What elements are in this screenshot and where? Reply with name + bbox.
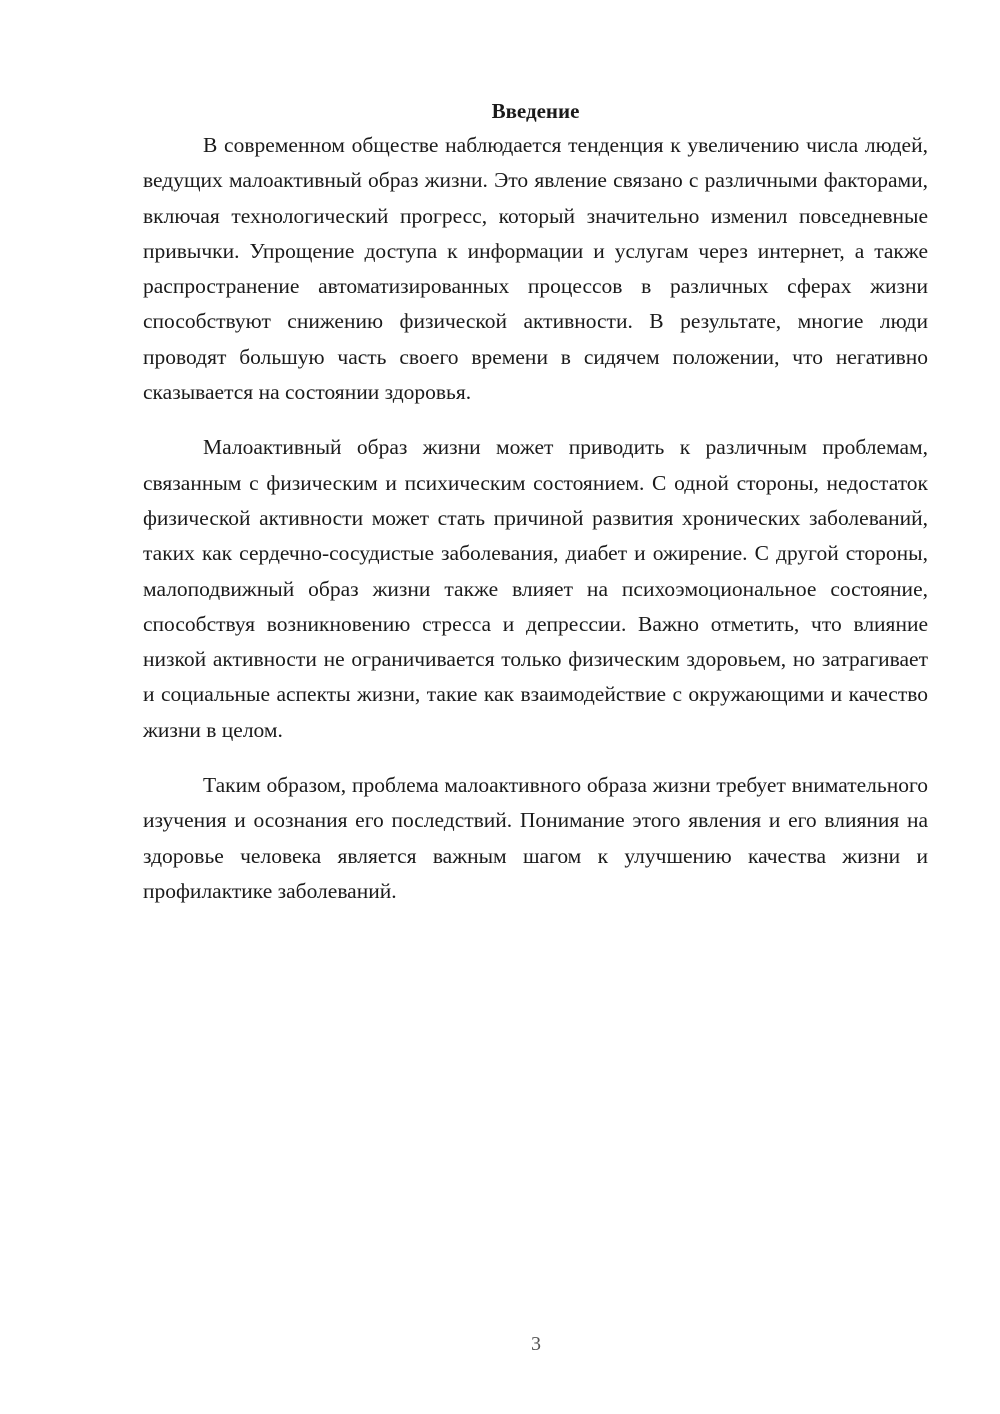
- paragraph-2: Малоактивный образ жизни может приводить к различным проблемам, связанным с физическим и психическим состоянием. С одной стороны, недостаток физической активности может стать причиной развития хронических заболеваний, таких как сердечно-сосудистые заболевания, диабет и ожирение. С другой стороны, малоподвижный образ жизни также влияет на психоэмоциональное состояние, способствуя возникновению стресса и депрессии. Важно отметить, что влияние низкой активности не ограничивается только физическим здоровьем, но затрагивает и социальные аспекты жизни, такие как взаимодействие с окружающими и качество жизни в целом.: [143, 435, 928, 742]
- page-number: 3: [531, 1333, 541, 1355]
- page-content: [143, 96, 928, 929]
- paragraph-1: В современном обществе наблюдается тенденция к увеличению числа людей, ведущих малоактивный образ жизни. Это явление связано с различными факторами, включая технологический прогресс, который значительно изменил повседневные привычки. Упрощение доступа к информации и услугам через интернет, а также распространение автоматизированных процессов в различных сферах жизни способствуют снижению физической активности. В результате, многие люди проводят большую часть своего времени в сидячем положении, что негативно сказывается на состоянии здоровья.: [143, 133, 928, 405]
- section-heading: Введение: [491, 99, 580, 123]
- paragraph-3: Таким образом, проблема малоактивного образа жизни требует внимательного изучения и осознания его последствий. Понимание этого явления и его влияния на здоровье человека является важным шагом к улучшению качества жизни и профилактике заболеваний.: [143, 773, 928, 903]
